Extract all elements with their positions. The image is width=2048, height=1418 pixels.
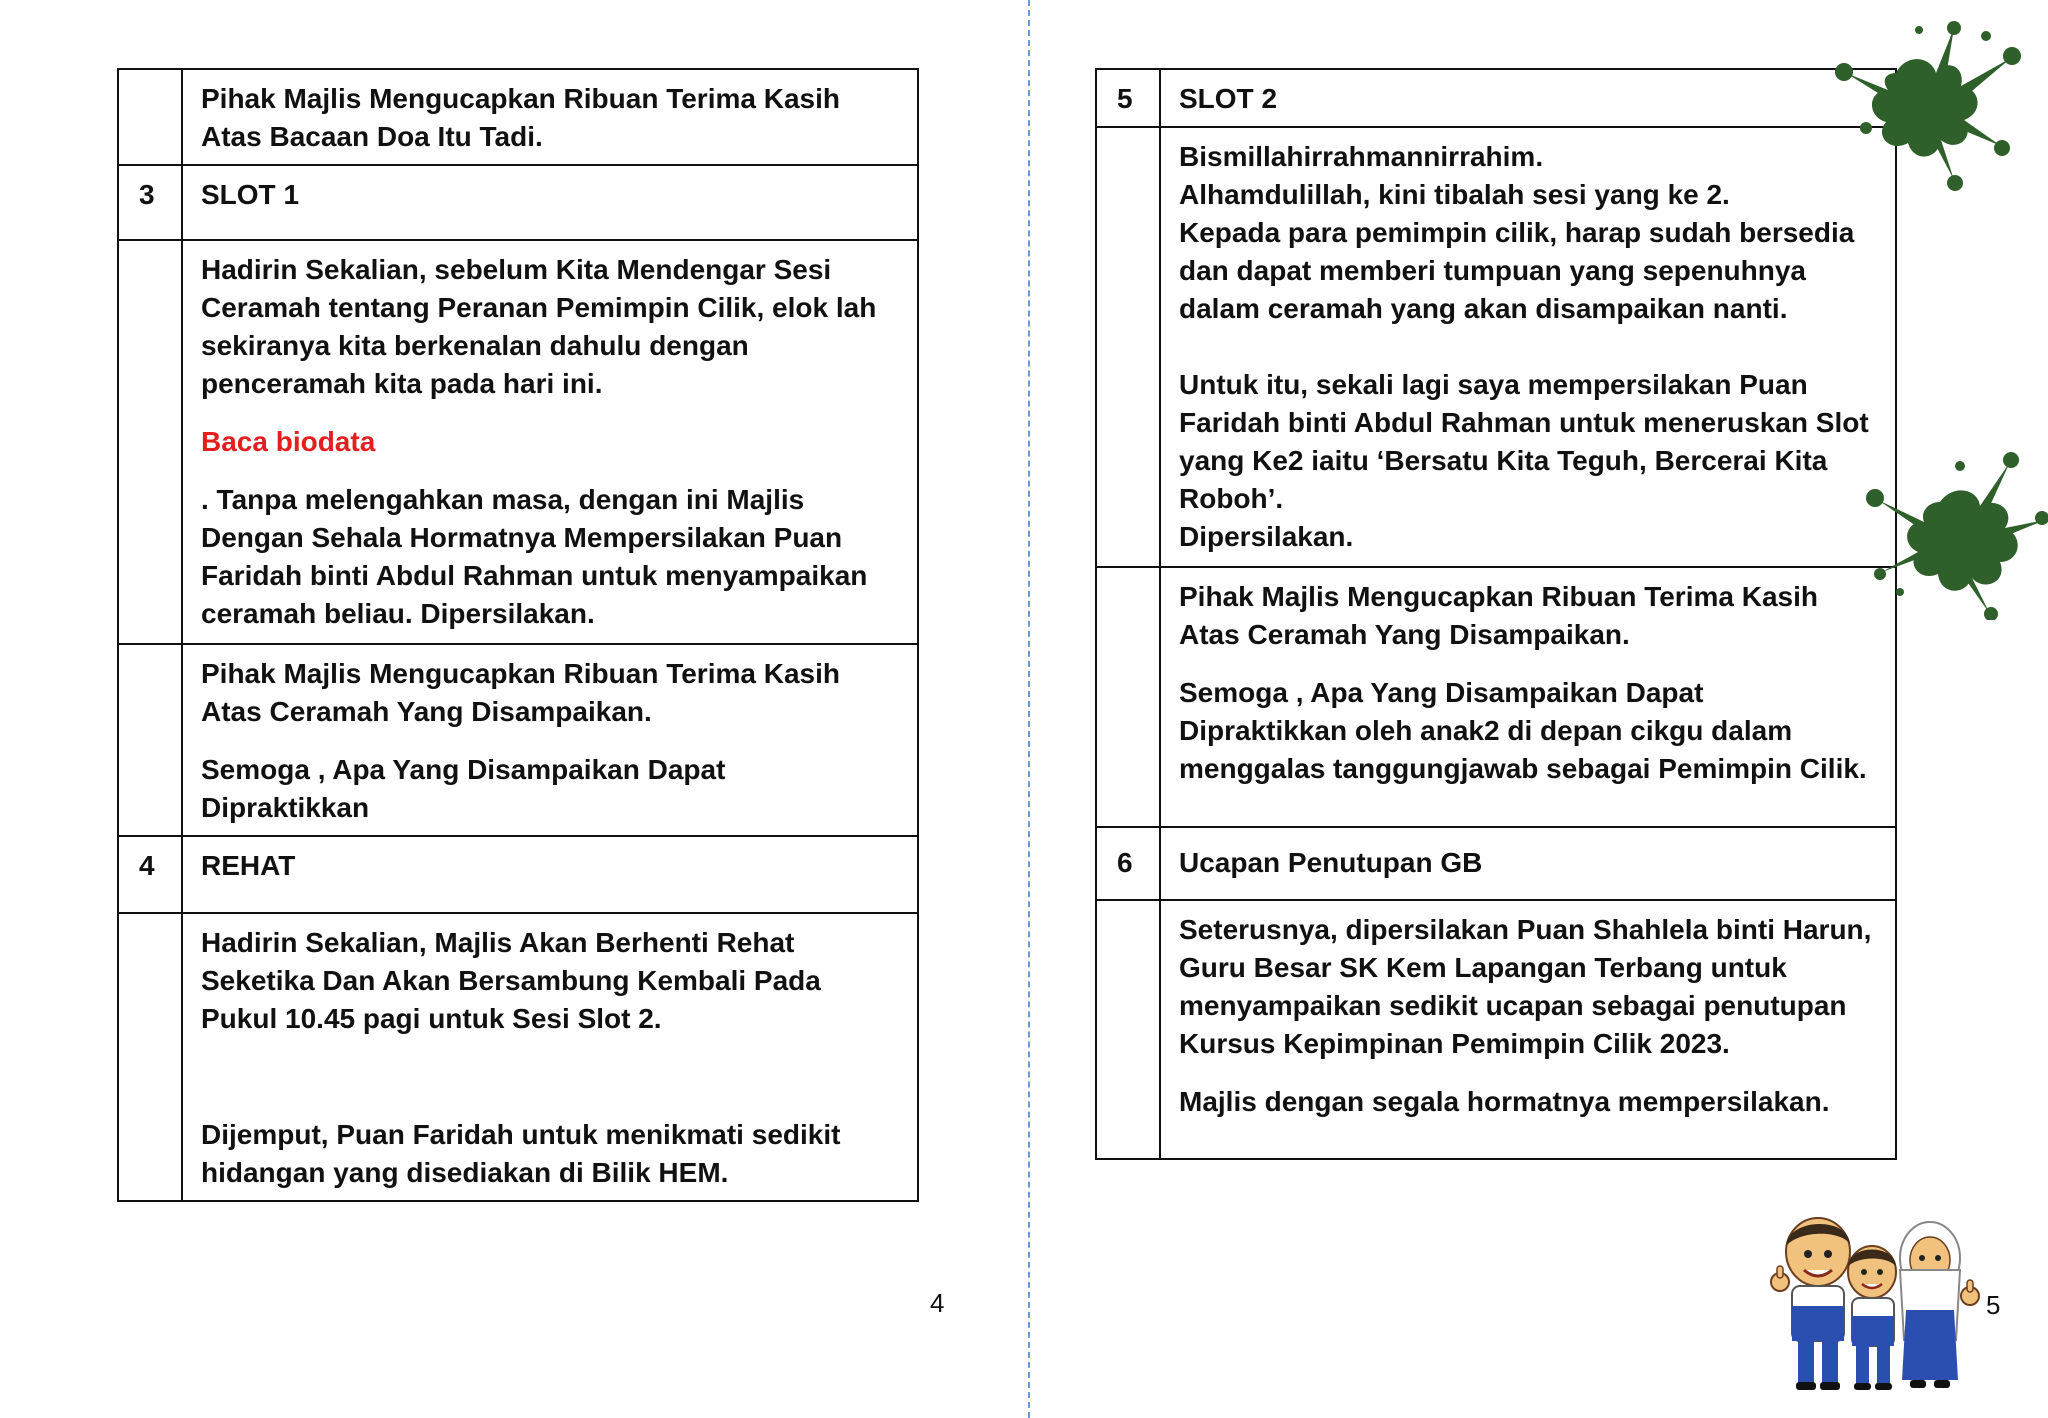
content-cell xyxy=(182,644,918,836)
row-number-cell xyxy=(1096,900,1160,1159)
row-number-cell xyxy=(1096,127,1160,567)
closing-respect-text: Majlis dengan segala hormatnya mempersilakan. xyxy=(1179,1086,1830,1117)
content-cell xyxy=(182,69,918,165)
table-row xyxy=(1096,567,1896,827)
rehat-invite-text: Dijemput, Puan Faridah untuk menikmati sedikit hidangan yang disediakan di Bilik HEM. xyxy=(201,1119,841,1188)
table-row xyxy=(118,69,918,165)
page-fold-divider xyxy=(1028,0,1030,1418)
right-page-table xyxy=(1095,68,1897,1160)
content-cell xyxy=(1160,900,1896,1159)
row-number-cell xyxy=(118,913,182,1201)
content-cell xyxy=(182,240,918,644)
row-number-5: 5 xyxy=(1096,69,1160,127)
row-number-cell xyxy=(118,644,182,836)
slot2-hope-text: Semoga , Apa Yang Disampaikan Dapat Dipraktikkan oleh anak2 di depan cikgu dalam menggalas tanggungjawab sebagai Pemimpin Cilik. xyxy=(1179,677,1867,784)
slot2-opening-text: Bismillahirrahmannirrahim. Alhamdulillah, kini tibalah sesi yang ke 2. Kepada para pemimpin cilik, harap sudah bersedia dan dapat memberi tumpuan yang sepenuhnya dalam ceramah yang akan disampaikan nanti. xyxy=(1179,141,1855,324)
paint-splash-icon xyxy=(1826,18,2026,193)
rehat-heading: REHAT xyxy=(182,836,918,913)
slot1-invite-text: . Tanpa melengahkan masa, dengan ini Majlis Dengan Sehala Hormatnya Mempersilakan Puan Faridah binti Abdul Rahman untuk menyampaikan ceramah beliau. Dipersilakan. xyxy=(201,484,868,629)
row-number-4: 4 xyxy=(118,836,182,913)
row-number-6: 6 xyxy=(1096,827,1160,900)
closing-heading: Ucapan Penutupan GB xyxy=(1160,827,1896,900)
slot1-heading: SLOT 1 xyxy=(182,165,918,240)
row-number-3: 3 xyxy=(118,165,182,240)
table-row xyxy=(1096,69,1896,127)
table-row xyxy=(1096,900,1896,1159)
page-number-right: 5 xyxy=(1986,1290,2001,1320)
three-students-thumbs-up-illustration xyxy=(1770,1210,1980,1395)
slot1-intro-text: Hadirin Sekalian, sebelum Kita Mendengar Sesi Ceramah tentang Peranan Pemimpin Cilik, elok lah sekiranya kita berkenalan dahulu dengan penceramah kita pada hari ini. xyxy=(201,254,877,399)
thanks-doa-text: Pihak Majlis Mengucapkan Ribuan Terima Kasih Atas Bacaan Doa Itu Tadi. xyxy=(201,83,840,152)
table-row xyxy=(118,644,918,836)
row-number-cell xyxy=(1096,567,1160,827)
slot1-thanks-text: Pihak Majlis Mengucapkan Ribuan Terima Kasih Atas Ceramah Yang Disampaikan. xyxy=(201,658,840,727)
table-row xyxy=(118,836,918,913)
slot2-thanks-text: Pihak Majlis Mengucapkan Ribuan Terima Kasih Atas Ceramah Yang Disampaikan. xyxy=(1179,581,1818,650)
content-cell xyxy=(1160,127,1896,567)
row-number-cell xyxy=(118,69,182,165)
content-cell xyxy=(1160,567,1896,827)
table-row xyxy=(118,165,918,240)
rehat-announce-text: Hadirin Sekalian, Majlis Akan Berhenti Rehat Seketika Dan Akan Bersambung Kembali Pada Pukul 10.45 pagi untuk Sesi Slot 2. xyxy=(201,927,821,1034)
paint-splash-icon xyxy=(1860,442,2048,620)
row-number-cell xyxy=(118,240,182,644)
content-cell xyxy=(182,913,918,1201)
slot2-heading: SLOT 2 xyxy=(1160,69,1896,127)
left-page-table xyxy=(117,68,919,1202)
table-row xyxy=(1096,127,1896,567)
page-number-left: 4 xyxy=(930,1288,945,1318)
closing-invite-text: Seterusnya, dipersilakan Puan Shahlela binti Harun, Guru Besar SK Kem Lapangan Terbang untuk menyampaikan sedikit ucapan sebagai penutupan Kursus Kepimpinan Pemimpin Cilik 2023. xyxy=(1179,914,1872,1059)
table-row xyxy=(118,240,918,644)
slot1-cue-text: Baca biodata xyxy=(201,426,376,457)
table-row xyxy=(1096,827,1896,900)
slot1-hope-text: Semoga , Apa Yang Disampaikan Dapat Dipraktikkan xyxy=(201,754,726,823)
table-row xyxy=(118,913,918,1201)
slot2-invite-text: Untuk itu, sekali lagi saya mempersilakan Puan Faridah binti Abdul Rahman untuk meneruskan Slot yang Ke2 iaitu ‘Bersatu Kita Teguh, Bercerai Kita Roboh’. Dipersilakan. xyxy=(1179,369,1869,552)
